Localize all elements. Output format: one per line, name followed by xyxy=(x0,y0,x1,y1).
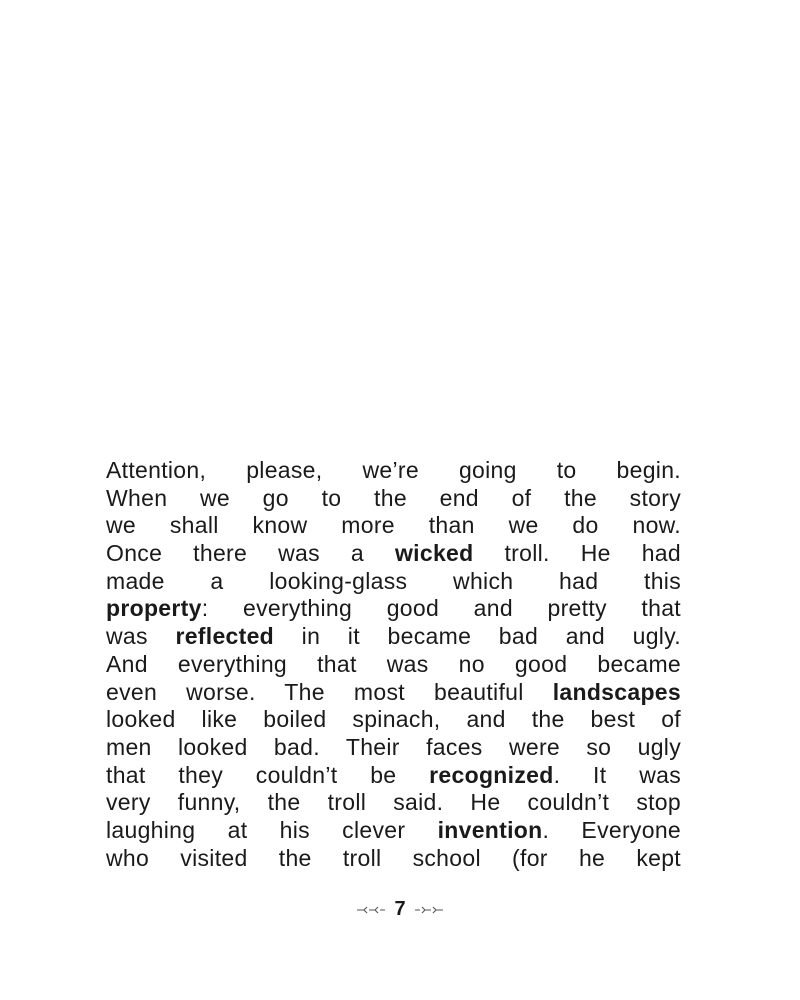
text-line xyxy=(106,651,681,679)
text-line xyxy=(106,734,681,762)
text-line xyxy=(106,485,681,513)
text-line xyxy=(106,817,681,845)
bold-vocabulary-word: wicked xyxy=(394,540,474,567)
text-line xyxy=(106,595,681,623)
bold-vocabulary-word: property xyxy=(106,595,202,622)
ornament-left-icon xyxy=(356,905,386,915)
text-segment: who visited the troll school (for he kept xyxy=(106,844,681,871)
text-segment: made a looking-glass which had this xyxy=(106,567,681,594)
text-segment: very funny, the troll said. He couldn’t stop xyxy=(106,789,681,816)
text-segment: that they couldn’t be xyxy=(106,761,430,788)
text-segment: was xyxy=(106,623,176,650)
bold-vocabulary-word: recognized xyxy=(429,761,554,788)
text-segment: laughing at his clever xyxy=(106,816,438,843)
text-segment: . It was xyxy=(553,761,681,788)
text-line xyxy=(106,540,681,568)
text-line xyxy=(106,762,681,790)
ornament-right-icon xyxy=(414,905,444,915)
bold-vocabulary-word: reflected xyxy=(175,623,275,650)
text-segment: . Everyone xyxy=(542,816,681,843)
bold-vocabulary-word: landscapes xyxy=(552,678,681,705)
page-footer xyxy=(0,898,800,921)
text-segment: we shall know more than we do now. xyxy=(106,512,681,539)
text-segment: Once there was a xyxy=(106,540,395,567)
page-number: 7 xyxy=(394,898,406,920)
text-segment: in it became bad and ugly. xyxy=(274,623,682,650)
text-line xyxy=(106,623,681,651)
text-segment: troll. He had xyxy=(473,540,681,567)
story-text xyxy=(106,457,681,872)
text-line xyxy=(106,568,681,596)
text-segment: looked like boiled spinach, and the best of xyxy=(106,706,681,733)
text-segment: : everything good and pretty that xyxy=(201,595,681,622)
text-line xyxy=(106,457,681,485)
text-segment: even worse. The most beautiful xyxy=(106,678,553,705)
text-line xyxy=(106,706,681,734)
text-line xyxy=(106,512,681,540)
bold-vocabulary-word: invention xyxy=(437,816,543,843)
text-segment: When we go to the end of the story xyxy=(106,484,681,511)
text-segment: Attention, please, we’re going to begin. xyxy=(106,457,681,483)
text-line xyxy=(106,789,681,817)
text-segment: And everything that was no good became xyxy=(106,650,681,677)
text-line xyxy=(106,845,681,873)
text-segment: men looked bad. Their faces were so ugly xyxy=(106,733,681,760)
text-line xyxy=(106,679,681,707)
